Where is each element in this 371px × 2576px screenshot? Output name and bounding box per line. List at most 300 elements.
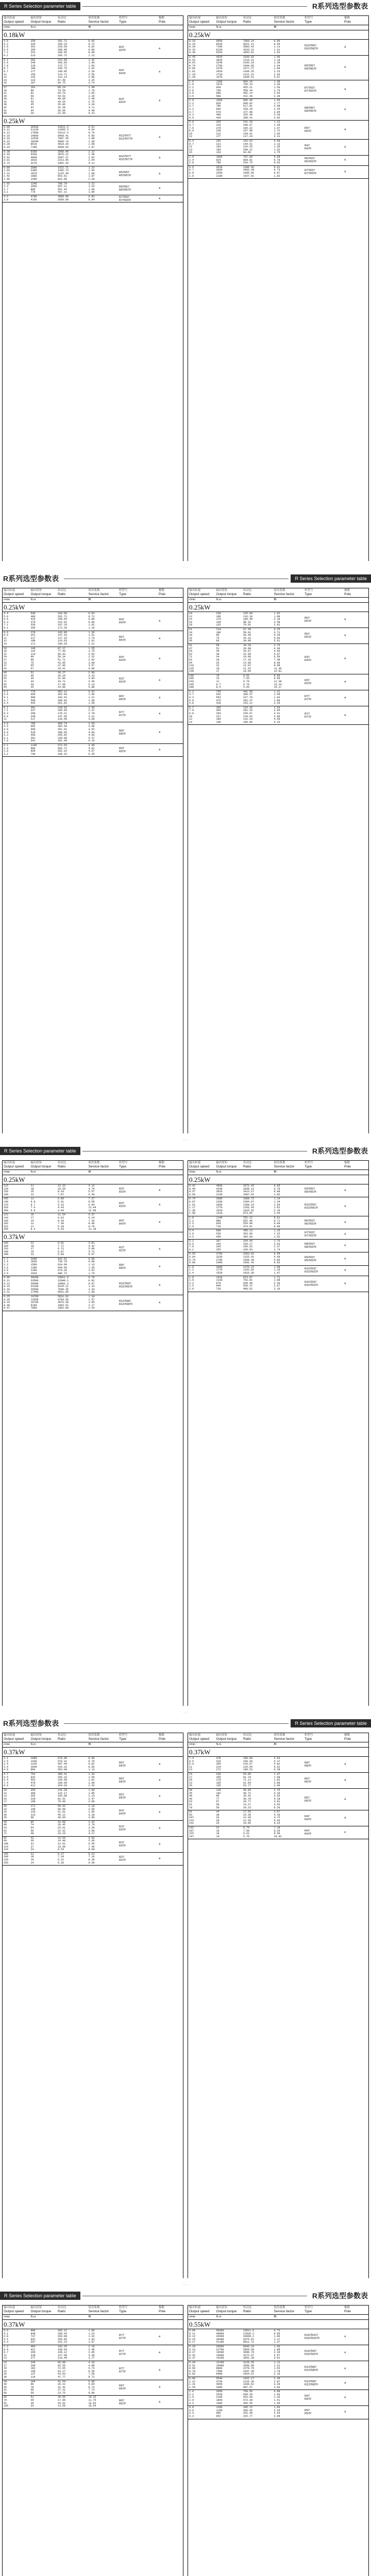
header-en: Output speed: [189, 2310, 210, 2313]
cell-sf: 0.61 0.71 0.84 0.98: [274, 1216, 280, 1228]
table-header: [188, 2305, 368, 2315]
cell-type: R27 R27F: [119, 1246, 126, 1252]
header-cn: 传动比: [58, 2306, 66, 2309]
table-header: [188, 1733, 368, 1742]
unit-cell: [158, 2315, 183, 2319]
table-left: [2, 588, 183, 1133]
cell-pole: 4: [344, 1221, 346, 1225]
header-cell: [118, 1161, 158, 1170]
header-cn: 输出扭矩: [30, 1161, 42, 1164]
header-cell: [188, 2306, 215, 2314]
cell-type: R107R57 R107R57F: [305, 1204, 318, 1210]
table-row: [188, 2390, 368, 2406]
cell-torque: 1140 990 850 740: [30, 743, 37, 756]
cell-speed: 5.2 6.0 7.0 8.1: [189, 1240, 194, 1251]
cell-sf: 0.51 0.64 0.76 0.90 1.08 1.30 1.58 1.87: [88, 125, 95, 149]
cell-torque: 19 17 14 12 11 9.3: [30, 1213, 36, 1231]
table-header: [3, 2305, 183, 2315]
header-en: Type: [119, 592, 127, 596]
unit-cell: [57, 1170, 88, 1175]
table-row: [3, 1213, 183, 1232]
header-en: Ratio: [243, 20, 251, 24]
page-number: · · ·: [183, 1711, 188, 1714]
header-cell: [88, 16, 119, 25]
cell-sf: 1.55 1.75 2.02 2.32 2.62 3.08 3.57 4.06: [88, 647, 95, 670]
cell-torque: 278 251 217 199 171: [30, 631, 36, 646]
catalog-page: [0, 572, 371, 1145]
cell-torque: 1280 1070 930 790 680 580: [216, 80, 223, 98]
cell-torque: 770 660 580 508 442: [30, 690, 36, 705]
cell-pole: 4: [159, 1247, 161, 1251]
cell-sf: 0.61 0.73 0.87 1.02: [274, 165, 280, 178]
header-cn: 机型号: [305, 589, 313, 592]
cell-type: R57 R57F: [305, 1796, 312, 1803]
unit-cell: r/min: [189, 2315, 196, 2318]
table-row: [188, 628, 368, 644]
cell-sf: 1.36 1.51 1.75 1.91 2.22: [88, 631, 95, 646]
header-en: Output torque: [30, 1737, 52, 1741]
table-right: [188, 1160, 369, 1706]
table-row: [3, 1197, 183, 1213]
header-cell: [57, 588, 88, 597]
cell-type: R137R87 R137R87F: [305, 2380, 318, 2387]
cell-speed: 0.45 0.53 0.63 0.74 0.86 1.01 1.19 1.39: [189, 55, 196, 79]
cell-speed: 46 53 61 71 82 94: [4, 671, 7, 689]
unit-cell: N.m: [30, 1743, 36, 1746]
cell-sf: 0.83 0.94: [88, 195, 95, 201]
cell-torque: 397 344 295 255: [216, 1240, 221, 1251]
cell-type: R37 R37F: [119, 1188, 126, 1194]
cell-sf: 2.05 2.37 2.78 3.21 3.68: [88, 706, 95, 721]
table-columns: [2, 2305, 369, 2576]
cell-ratio: 695.40 608.82 517.81 438.29 377.98 325.48 280.41: [243, 99, 253, 120]
cell-sf: 2.12 2.48 2.92 3.44 4.11: [88, 150, 95, 165]
header-cn: 极数: [344, 589, 350, 592]
header-en: Output torque: [216, 1737, 237, 1741]
header-cn: 传动比: [58, 1734, 66, 1737]
cell-ratio: 873.07 752.91 648.40 558.37 480.62: [243, 1276, 253, 1291]
cell-type: R37 R37F: [305, 679, 312, 685]
cell-ratio: 832.61 730.70 634.99 549.66 474.18 406.72: [58, 1257, 68, 1275]
header-cell: [242, 16, 273, 25]
cell-pole: 4: [344, 1205, 346, 1209]
cell-torque: 752 642 553 478 411: [30, 1772, 36, 1788]
cell-sf: 4.33 4.98 5.73 6.59 7.58 8.72: [88, 2361, 95, 2379]
cell-sf: 2.54 2.95 3.41 3.96 4.59 5.33: [274, 706, 280, 724]
cell-ratio: 8.81 7.77 6.72 5.87 5.04: [58, 1241, 64, 1257]
cell-torque: 4900 4240 3620 3130: [216, 1184, 223, 1196]
cell-type: R97R37 R97R37F: [305, 1256, 317, 1262]
cell-ratio: 345.72 295.45 252.48 215.77: [243, 2406, 253, 2418]
cell-pole: 4: [159, 679, 161, 683]
cell-torque: 44 38 33 29 25: [216, 1810, 220, 1825]
cell-torque: 11 9.9 8.7 7.4 6.6: [30, 1197, 36, 1212]
cell-pole: 4: [344, 714, 346, 717]
cell-type: R97 R97F: [305, 2395, 312, 2401]
unit-cell: N.m: [30, 2315, 36, 2318]
cell-ratio: 3596.46 3076.21 2607.27 2213.95 1852.43: [58, 150, 69, 165]
unit-cell: N.m: [216, 598, 222, 601]
header-en: Type: [305, 20, 312, 24]
cell-sf: 5.37 6.24 7.26 8.40 9.70 11.19: [88, 1213, 96, 1231]
cell-ratio: 3199.03 2710.31 2293.16 1944.86 1677.27 1430.35 1211.21 1039.51: [243, 55, 255, 79]
cell-ratio: 469.74 402.58 351.91 306.56 265.92 230.80 201.49: [58, 722, 68, 743]
cell-type: R137R77 R137R77F: [119, 134, 133, 141]
header-cn: 输出扭矩: [216, 16, 228, 20]
header-cell: [57, 16, 88, 25]
table-row: [188, 1789, 368, 1810]
cell-type: R37 R37F: [119, 1841, 126, 1848]
header-cell: [30, 588, 57, 597]
table-header: [188, 15, 368, 25]
cell-sf: 1.60 1.88 2.20 2.57 3.01: [274, 2345, 280, 2360]
header-en: Pole: [159, 2310, 166, 2313]
unit-cell: N.m: [216, 1171, 222, 1174]
page-header: [0, 1145, 371, 1157]
power-heading: 0.37kW: [3, 2320, 183, 2329]
table-row: [188, 690, 368, 706]
unit-cell: [242, 1742, 273, 1747]
header-en: Ratio: [58, 2310, 66, 2313]
cell-ratio: 2386.56 2003.39 1685.05 1427.61: [243, 165, 255, 178]
cell-pole: 4: [344, 1244, 346, 1248]
unit-cell: [343, 1170, 368, 1175]
unit-cell: N.m: [216, 26, 222, 29]
table-row: [188, 156, 368, 166]
table-row: [3, 86, 183, 116]
cell-sf: 1.21 1.43 1.69 1.96: [88, 182, 95, 194]
cell-pole: 4: [344, 128, 346, 132]
cell-speed: 40 46 53 61 71: [4, 1820, 7, 1836]
cell-type: R57 R57F: [305, 127, 312, 133]
header-en: Ratio: [243, 592, 251, 596]
table-row: [188, 1810, 368, 1826]
cell-pole: 4: [159, 99, 161, 103]
cell-type: R67 R67F: [119, 2399, 126, 2405]
cell-pole: 4: [159, 749, 161, 752]
header-cell: [3, 16, 30, 25]
cell-speed: 1.7 1.9 2.2 2.6 3.0 3.5: [4, 1257, 9, 1275]
cell-ratio: 6.88 5.91 5.15 4.43 3.94: [58, 1197, 64, 1212]
header-cn: 极数: [159, 16, 165, 20]
cell-sf: 1.55 1.77 2.08 2.45 2.84 3.30 3.83: [274, 99, 280, 120]
header-cn: 传动比: [243, 2306, 252, 2309]
cell-torque: 42 36 31 27 24: [30, 1836, 34, 1852]
cell-speed: 0.55 0.64 0.74 0.86: [189, 1252, 196, 1265]
cell-sf: 0.88 1.03 1.20 1.41 1.65: [274, 2390, 280, 2405]
header-title-en: R Series Selection parameter table: [0, 2292, 80, 2300]
cell-type: R67 R67F: [305, 1777, 312, 1784]
header-en: Ratio: [58, 1165, 66, 1168]
header-cn: 极数: [344, 1161, 350, 1164]
page-number: · · ·: [183, 2283, 188, 2286]
cell-speed: 3.6 4.1 4.8 5.5 6.4: [4, 2329, 9, 2344]
table-row: [188, 2406, 368, 2419]
cell-speed: 4.8 5.2 5.9 6.5 7.1 8.1: [4, 40, 9, 57]
cell-pole: 4: [159, 2368, 161, 2372]
cell-torque: 4700 4150: [30, 195, 37, 201]
header-cn: 使用系数: [88, 1161, 100, 1164]
cell-speed: 10 11 13 15 17: [4, 1788, 7, 1804]
table-row: [188, 121, 368, 140]
cell-sf: 1.71 1.98 2.30 2.67 3.10: [274, 1276, 280, 1291]
table-row: [3, 1276, 183, 1295]
table-row: [3, 1853, 183, 1866]
cell-speed: 0.09 0.11 0.13 0.16 0.19 0.23 0.28 0.33: [4, 125, 10, 149]
cell-ratio: 758.50 648.20 553.94 473.39 404.55: [243, 2390, 253, 2405]
units-row: [188, 1742, 368, 1748]
cell-sf: 1.09 1.30 1.50 1.76 2.04 2.38: [274, 80, 280, 98]
header-cn: 传动比: [58, 589, 66, 592]
table-right: [188, 2305, 369, 2576]
table-row: [188, 1773, 368, 1789]
cell-torque: 3760 3230 2790 2400: [216, 1252, 223, 1265]
header-en: Pole: [344, 20, 351, 24]
cell-pole: 4: [344, 170, 346, 174]
cell-type: R47 R47F: [305, 1815, 312, 1822]
cell-type: R87R57 R87R57F: [119, 185, 131, 192]
unit-cell: [343, 2315, 368, 2319]
header-cn: 输出转速: [4, 589, 15, 592]
cell-speed: 34 39 45 52 60: [4, 2380, 7, 2395]
table-row: [188, 2361, 368, 2377]
power-heading: 0.18kW: [3, 30, 183, 40]
header-cn: 输出转速: [189, 16, 201, 20]
table-row: [3, 2345, 183, 2361]
cell-ratio: 33.88 29.45 25.61 22.32 19.18: [58, 1820, 66, 1836]
unit-cell: [303, 25, 343, 30]
cell-speed: 4.0 4.6 5.4 6.3: [189, 2406, 194, 2418]
cell-torque: 26600 22700 19400 16600 14200: [216, 2345, 224, 2360]
header-cell: [88, 1161, 119, 1170]
cell-speed: 1.6 1.9 2.2 2.6 3.0 3.5: [189, 80, 194, 98]
cell-sf: 0.80 0.94 1.11 1.31 1.53: [274, 40, 280, 55]
table-row: [188, 1216, 368, 1229]
page-number: · · ·: [183, 566, 188, 569]
table-row: [3, 2329, 183, 2345]
header-en: Service factor: [88, 2310, 109, 2313]
unit-cell: [57, 598, 88, 602]
header-cn: 极数: [344, 2306, 350, 2309]
cell-sf: 1.14 1.34 1.56 1.81 2.10 2.44: [274, 1197, 280, 1215]
cell-ratio: 8.81 7.63 6.70 5.76 5.03: [243, 674, 250, 689]
cell-type: R37 R37F: [119, 97, 126, 104]
header-title-en: R Series Selection parameter table: [0, 2, 80, 10]
cell-torque: 52 45 39 34 29 25: [30, 671, 34, 689]
cell-ratio: 41.54 36.12 31.41 27.31 23.75: [58, 2380, 66, 2395]
cell-speed: 3.1 3.6 4.1 4.7 5.4: [4, 690, 9, 705]
header-cn: 极数: [159, 1734, 165, 1737]
cell-speed: 115 134 156 180: [4, 1184, 9, 1196]
cell-ratio: 17.59 15.30 13.30 11.56 10.05: [243, 1810, 251, 1825]
header-cn: 输出扭矩: [216, 1161, 228, 1164]
unit-cell: [158, 1742, 183, 1747]
cell-speed: 6.7 7.8 9.0 10 12 14: [189, 706, 194, 724]
table-row: [3, 182, 183, 195]
cell-pole: 4: [159, 1265, 161, 1268]
cell-torque: 104 90 78 68 59: [30, 2380, 36, 2395]
cell-sf: 1.12 1.31 1.53 1.79 2.10: [274, 2361, 280, 2376]
cell-speed: 165 190 220 255: [4, 1852, 9, 1865]
header-cn: 使用系数: [274, 1734, 285, 1737]
unit-cell: r/min: [4, 1743, 10, 1746]
cell-sf: 2.64 3.08 3.52 4.04 4.66 5.37 6.15: [88, 722, 95, 743]
catalog-page: [0, 2290, 371, 2576]
cell-ratio: 241.28 208.67 184.22 157.98 140.41 117.24: [243, 121, 253, 139]
cell-sf: 1.12 1.30 1.47 1.72 1.93 2.31: [274, 121, 280, 139]
header-cn: 输出转速: [4, 2306, 15, 2309]
table-header: [3, 15, 183, 25]
cell-pole: 4: [344, 1762, 346, 1766]
unit-cell: [242, 598, 273, 602]
cell-speed: 2.0 2.3 2.7 3.2 3.7 4.3 5.0: [189, 99, 194, 120]
unit-cell: [57, 1742, 88, 1747]
cell-sf: 0.59 0.70 0.82 0.96 1.13: [88, 1757, 95, 1772]
cell-torque: 26530 21130 17860 14960 12530 10350 8510 7190: [30, 125, 39, 149]
header-cn: 传动比: [243, 589, 252, 592]
cell-ratio: 264.49 229.27 196.53 169.93: [243, 1240, 253, 1251]
header-cn: 传动比: [243, 1161, 252, 1164]
cell-type: R77R37 R77R37F: [305, 168, 317, 175]
cell-speed: 81 93 107 123 141: [189, 1810, 194, 1825]
power-heading: 0.25kW: [188, 30, 368, 40]
cell-ratio: 8.27 7.18 6.21 5.36: [58, 1852, 64, 1865]
cell-torque: 149 132 114 99 88 75 65 57: [30, 647, 36, 670]
cell-pole: 4: [344, 1831, 346, 1835]
header-cell: [118, 588, 158, 597]
cell-type: R77 R77F: [119, 2333, 126, 2340]
cell-type: R107R67 R107R67F: [305, 44, 318, 50]
cell-speed: 0.38 0.44 0.52 0.61 0.73: [4, 150, 10, 165]
header-title-cn: R系列选型参数表: [312, 1147, 368, 1155]
header-cn: 机型号: [119, 16, 128, 20]
unit-cell: [303, 598, 343, 602]
table-row: [3, 2380, 183, 2396]
cell-speed: 0.96 1.12 1.31 1.54: [189, 2377, 196, 2389]
header-en: Output speed: [4, 1737, 24, 1741]
cell-speed: 4.7 5.5 6.4 7.4 8.6: [4, 1772, 9, 1788]
table-row: [3, 706, 183, 722]
cell-speed: 205 240 275 320 360: [4, 1197, 9, 1212]
power-heading: 0.25kW: [3, 1175, 183, 1184]
header-en: Service factor: [274, 20, 295, 24]
cell-ratio: 1422.17 1215.36 1038.61 887.57: [243, 2377, 255, 2389]
power-heading: 0.37kW: [3, 1748, 183, 1757]
header-cell: [242, 2306, 273, 2314]
header-title-cn: R系列选型参数表: [3, 574, 59, 583]
cell-torque: 21 18 15 13: [30, 1184, 34, 1196]
cell-type: R37 R37F: [119, 1202, 126, 1209]
cell-speed: 1.92 2.3 2.7 3.1: [4, 182, 10, 194]
cell-pole: 4: [344, 680, 346, 684]
cell-type: R37 R37F: [119, 45, 126, 52]
cell-sf: 4.12 4.79 5.57 6.44: [88, 1184, 95, 1196]
header-cell: [158, 16, 183, 25]
cell-sf: 1.93 2.26 2.64 3.09: [274, 2406, 280, 2418]
table-row: [188, 1757, 368, 1773]
header-en: Pole: [159, 1165, 166, 1168]
units-row: [188, 598, 368, 603]
table-row: [188, 1197, 368, 1216]
cell-torque: 1310 1130 970 840 720: [216, 1276, 223, 1291]
table-row: [188, 1276, 368, 1292]
table-left: [2, 1733, 183, 2278]
table-right: [188, 15, 369, 561]
cell-speed: 160 180 210 240 280: [4, 1241, 9, 1257]
cell-pole: 4: [159, 637, 161, 640]
cell-sf: 5.08 5.84 6.72 7.73 8.89: [88, 2380, 95, 2395]
cell-pole: 4: [344, 45, 346, 49]
units-row: [188, 2315, 368, 2320]
unit-cell: [303, 1170, 343, 1175]
cell-sf: 3.57 4.10 4.72 5.43 6.25: [274, 1810, 280, 1825]
header-cell: [215, 588, 243, 597]
cell-speed: 0.20 0.24 0.28 0.33 0.39: [189, 40, 196, 55]
cell-speed: 3.0 3.5 4.0 4.6 5.3 6.1 7.0: [4, 722, 9, 743]
header-cn: 输出扭矩: [30, 2306, 42, 2309]
header-cn: 输出扭矩: [216, 2306, 228, 2309]
header-cell: [188, 1733, 215, 1742]
power-heading: 0.25kW: [188, 603, 368, 612]
unit-cell: fB: [274, 598, 277, 601]
header-en: Ratio: [58, 1737, 66, 1741]
header-en: Ratio: [243, 2310, 251, 2313]
table-row: [3, 1184, 183, 1197]
cell-pole: 4: [344, 1257, 346, 1261]
cell-ratio: 903.16 760.13 655.21 558.34 482.14 412.36: [243, 80, 253, 98]
cell-type: R47 R47F: [305, 1829, 312, 1836]
unit-cell: r/min: [4, 26, 10, 29]
cell-torque: 58 51 44 39 34 29 25 22 19 17: [216, 643, 220, 673]
cell-ratio: 318.60 281.71 248.94 222.61 197.33 173.28: [58, 612, 68, 630]
cell-speed: 123 143 166 192 222 256: [4, 1213, 9, 1231]
cell-type: R57 R57F: [119, 635, 126, 642]
header-cell: [3, 588, 30, 597]
header-cell: [158, 1733, 183, 1742]
cell-sf: 1.49 1.70 1.85 2.20 2.49 2.75 3.34 3.71 4.49 5.23: [88, 86, 95, 115]
header-cn: 输出转速: [4, 1161, 15, 1164]
cell-speed: 1.6 1.9 2.2 2.5 2.9: [189, 1276, 194, 1291]
cell-pole: 4: [344, 1282, 346, 1285]
cell-ratio: 5631.63 4784.55 4076.38 3463.51 2962.09: [58, 1295, 69, 1310]
cell-type: R37 R37F: [119, 1825, 126, 1832]
header-cell: [273, 1161, 304, 1170]
cell-type: R167R97 R167R97F: [119, 1282, 133, 1289]
cell-torque: 15 13 11 9.7 8.5: [216, 674, 221, 689]
unit-cell: fB: [274, 26, 277, 29]
unit-cell: fB: [88, 26, 91, 29]
table-row: [188, 1229, 368, 1240]
cell-ratio: 453.12 391.84 343.41 299.83 261.02: [58, 690, 68, 705]
table-row: [188, 1240, 368, 1252]
cell-torque: 745 642 553 476 410: [216, 690, 221, 705]
header-en: Ratio: [58, 20, 66, 24]
cell-ratio: 281.71 259.23 228.59 208.08 188.92 166.71: [58, 40, 68, 57]
header-en: Type: [119, 1165, 127, 1168]
cell-sf: 3.81 4.32 5.00 5.72 6.67: [88, 1241, 95, 1257]
header-cell: [188, 588, 215, 597]
header-cell: [343, 588, 368, 597]
header-cell: [3, 1733, 30, 1742]
header-en: Output speed: [4, 592, 24, 596]
cell-sf: 3.63 4.17 4.82 5.52 6.38: [274, 1757, 280, 1772]
cell-sf: 1.21 1.40 1.63 1.89 2.20: [274, 690, 280, 705]
header-en: Output speed: [4, 20, 24, 24]
cell-ratio: 1522.71 1302.73 1115.38 953.61 815.68: [58, 166, 69, 181]
cell-speed: 30 35 40 46 53 61 70: [189, 1788, 193, 1809]
table-right: [188, 1733, 369, 2278]
cell-ratio: 210.28 181.10 156.07 134.62 116.10 100.06: [243, 706, 253, 724]
